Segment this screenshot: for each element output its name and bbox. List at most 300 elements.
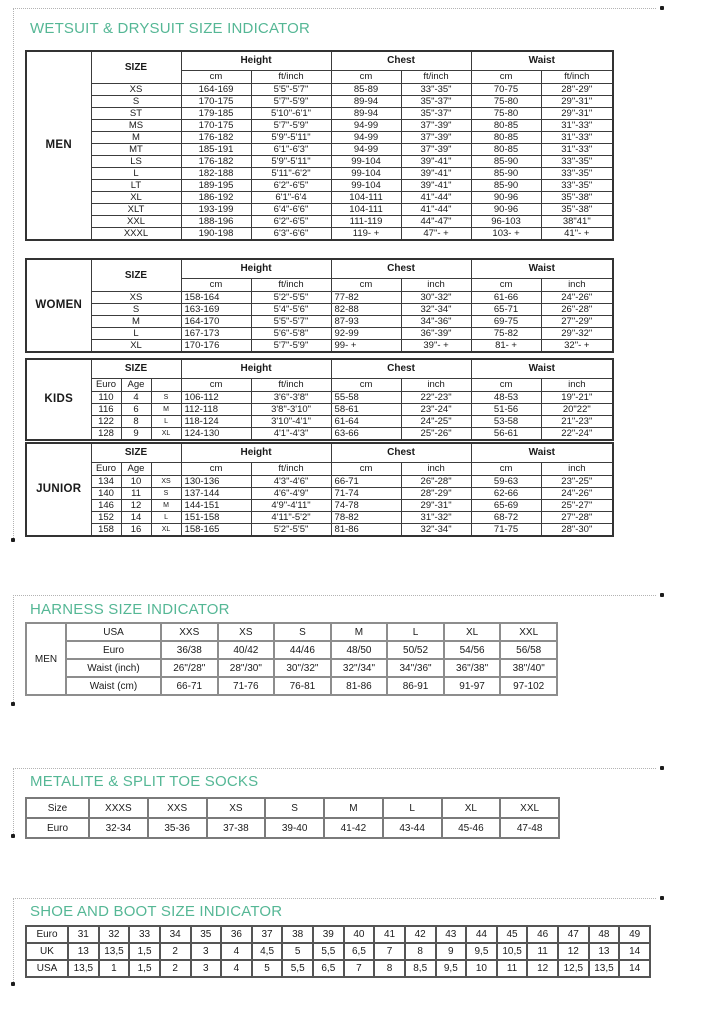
cell: 32"-34" xyxy=(401,523,471,536)
cell: 8,5 xyxy=(405,960,436,977)
cell: 36"-39" xyxy=(401,327,471,339)
cell: ST xyxy=(91,107,181,119)
header-cell: ft/inch xyxy=(251,462,331,475)
header-cell: inch xyxy=(541,278,613,291)
header-cell: cm xyxy=(181,462,251,475)
cell: S xyxy=(151,391,181,403)
table-row xyxy=(26,960,650,977)
cell: 33"-35" xyxy=(541,167,613,179)
header-cell: cm xyxy=(331,278,401,291)
cell: 32"-34" xyxy=(401,303,471,315)
cell: M xyxy=(151,499,181,511)
header-cell: ft/inch xyxy=(541,70,613,83)
cell: 47-48 xyxy=(500,818,559,838)
cell: 33"-35" xyxy=(401,83,471,95)
cell: 47"- + xyxy=(401,227,471,240)
cell: 26"-28" xyxy=(541,303,613,315)
cell: 23"-25" xyxy=(541,475,613,487)
cell: 104-111 xyxy=(331,203,401,215)
socks-section-title: METALITE & SPLIT TOE SOCKS xyxy=(30,773,259,790)
cell: 85-90 xyxy=(471,167,541,179)
header-cell: cm xyxy=(471,278,541,291)
corner-dot xyxy=(11,834,15,838)
cell: 2 xyxy=(160,943,191,960)
cell: 86-91 xyxy=(387,677,444,695)
table-row xyxy=(26,659,557,677)
cell: M xyxy=(324,798,383,818)
cell: 40/42 xyxy=(218,641,275,659)
table-row xyxy=(26,227,613,240)
cell: 3 xyxy=(191,943,222,960)
cell: 158 xyxy=(91,523,121,536)
cell: KIDS xyxy=(26,359,91,440)
cell: 13,5 xyxy=(99,943,130,960)
women-size-table xyxy=(25,258,614,353)
header-cell: Age xyxy=(121,378,151,391)
cell: 14 xyxy=(619,943,650,960)
cell: 5'6"-5'8" xyxy=(251,327,331,339)
cell: 2 xyxy=(160,960,191,977)
cell: XXXS xyxy=(89,798,148,818)
cell: 28"-29" xyxy=(541,83,613,95)
cell: 4'9"-4'11" xyxy=(251,499,331,511)
harness-size-table xyxy=(25,622,558,696)
cell: L xyxy=(91,167,181,179)
section-divider xyxy=(13,595,14,704)
cell: 13,5 xyxy=(589,960,620,977)
cell: 4,5 xyxy=(252,943,283,960)
cell: XL xyxy=(151,427,181,440)
cell: 11 xyxy=(497,960,528,977)
cell: 182-188 xyxy=(181,167,251,179)
cell: 110 xyxy=(91,391,121,403)
cell: 33 xyxy=(129,926,160,943)
cell: 96-103 xyxy=(471,215,541,227)
header-cell: inch xyxy=(401,278,471,291)
cell: MT xyxy=(91,143,181,155)
cell: 6,5 xyxy=(313,960,344,977)
header-cell: Euro xyxy=(91,462,121,475)
cell: 41 xyxy=(374,926,405,943)
cell: 44"-47" xyxy=(401,215,471,227)
header-cell: inch xyxy=(401,462,471,475)
cell: 116 xyxy=(91,403,121,415)
cell: 5'2"-5'5" xyxy=(251,523,331,536)
cell: 74-78 xyxy=(331,499,401,511)
cell: 103- + xyxy=(471,227,541,240)
cell: 90-96 xyxy=(471,203,541,215)
cell: 25"-26" xyxy=(401,427,471,440)
cell: 35"-37" xyxy=(401,95,471,107)
cell: 137-144 xyxy=(181,487,251,499)
cell: XL xyxy=(91,191,181,203)
cell: 29"-32" xyxy=(541,327,613,339)
cell: 39"-41" xyxy=(401,179,471,191)
corner-dot xyxy=(660,593,664,597)
table-row xyxy=(26,259,613,278)
cell: 36/38 xyxy=(161,641,218,659)
cell: 99- + xyxy=(331,339,401,352)
cell: 80-85 xyxy=(471,119,541,131)
table-row xyxy=(26,359,613,378)
cell: 78-82 xyxy=(331,511,401,523)
table-row xyxy=(26,339,613,352)
cell: S xyxy=(151,487,181,499)
cell: 65-69 xyxy=(471,499,541,511)
header-cell: cm xyxy=(181,278,251,291)
cell: 5'5"-5'7" xyxy=(251,83,331,95)
cell: 77-82 xyxy=(331,291,401,303)
cell: 140 xyxy=(91,487,121,499)
cell: 151-158 xyxy=(181,511,251,523)
header-cell: ft/inch xyxy=(251,70,331,83)
table-row xyxy=(26,51,613,70)
cell: 4 xyxy=(221,943,252,960)
cell: 5 xyxy=(282,943,313,960)
table-row xyxy=(26,475,613,487)
cell: 163-169 xyxy=(181,303,251,315)
cell: 144-151 xyxy=(181,499,251,511)
cell: 13 xyxy=(589,943,620,960)
cell: 112-118 xyxy=(181,403,251,415)
cell: 130-136 xyxy=(181,475,251,487)
cell: 104-111 xyxy=(331,191,401,203)
cell: 5'7"-5'9" xyxy=(251,119,331,131)
header-cell: Chest xyxy=(331,443,471,462)
cell: 5,5 xyxy=(282,960,313,977)
cell: 81-86 xyxy=(331,677,388,695)
cell: 170-175 xyxy=(181,95,251,107)
cell: 9 xyxy=(436,943,467,960)
cell: 28"-30" xyxy=(541,523,613,536)
cell: 22"-24" xyxy=(541,427,613,440)
table xyxy=(25,797,560,839)
cell: WOMEN xyxy=(26,259,91,352)
header-cell: SIZE xyxy=(91,51,181,83)
table-row xyxy=(26,131,613,143)
cell: 14 xyxy=(121,511,151,523)
cell: 94-99 xyxy=(331,131,401,143)
cell: 170-175 xyxy=(181,119,251,131)
cell: 21"-23" xyxy=(541,415,613,427)
cell: 53-58 xyxy=(471,415,541,427)
cell: 37"-39" xyxy=(401,143,471,155)
cell: 20"22" xyxy=(541,403,613,415)
table-row xyxy=(26,327,613,339)
cell: 33"-35" xyxy=(541,179,613,191)
cell: XL xyxy=(151,523,181,536)
table-row xyxy=(26,641,557,659)
cell: 26"-28" xyxy=(401,475,471,487)
cell: 10,5 xyxy=(497,943,528,960)
table xyxy=(25,50,614,241)
cell: 19"-21" xyxy=(541,391,613,403)
cell: 41-42 xyxy=(324,818,383,838)
cell: 37-38 xyxy=(207,818,266,838)
cell: 99-104 xyxy=(331,179,401,191)
men-size-table xyxy=(25,50,614,241)
cell: 59-63 xyxy=(471,475,541,487)
cell: 31"-32" xyxy=(401,511,471,523)
table-row xyxy=(26,203,613,215)
cell: 29"-31" xyxy=(541,107,613,119)
cell: 89-94 xyxy=(331,107,401,119)
cell: 164-169 xyxy=(181,83,251,95)
cell: 99-104 xyxy=(331,155,401,167)
cell: 7 xyxy=(374,943,405,960)
cell: 39"-41" xyxy=(401,167,471,179)
cell: 5'4"-5'6" xyxy=(251,303,331,315)
cell: 32-34 xyxy=(89,818,148,838)
cell: S xyxy=(265,798,324,818)
header-cell: Euro xyxy=(66,641,161,659)
cell: 31"-33" xyxy=(541,131,613,143)
cell: 55-58 xyxy=(331,391,401,403)
cell: 193-199 xyxy=(181,203,251,215)
table-row xyxy=(26,155,613,167)
cell: 16 xyxy=(121,523,151,536)
cell: 48-53 xyxy=(471,391,541,403)
corner-dot xyxy=(660,6,664,10)
cell: 134 xyxy=(91,475,121,487)
table xyxy=(25,925,651,978)
table-row xyxy=(26,798,559,818)
table-row xyxy=(26,818,559,838)
cell: 42 xyxy=(405,926,436,943)
table-row xyxy=(26,391,613,403)
cell: L xyxy=(383,798,442,818)
cell: 48/50 xyxy=(331,641,388,659)
cell: XXS xyxy=(161,623,218,641)
header-cell: USA xyxy=(66,623,161,641)
cell: 99-104 xyxy=(331,167,401,179)
header-cell: Height xyxy=(181,359,331,378)
cell: 1,5 xyxy=(129,943,160,960)
cell: 6'3"-6'6" xyxy=(251,227,331,240)
cell: 3'6"-3'8" xyxy=(251,391,331,403)
socks-size-table xyxy=(25,797,560,839)
header-cell: cm xyxy=(181,378,251,391)
cell: 14 xyxy=(619,960,650,977)
cell: 35"-38" xyxy=(541,191,613,203)
cell: 41"-44" xyxy=(401,203,471,215)
cell: 34"-36" xyxy=(401,315,471,327)
cell: 35 xyxy=(191,926,222,943)
header-cell: inch xyxy=(401,378,471,391)
cell: 81- + xyxy=(471,339,541,352)
cell: XS xyxy=(151,475,181,487)
cell: 91-97 xyxy=(444,677,501,695)
cell: 43-44 xyxy=(383,818,442,838)
cell: 3'8"-3'10" xyxy=(251,403,331,415)
harness-section-title: HARNESS SIZE INDICATOR xyxy=(30,601,230,618)
cell: 9,5 xyxy=(466,943,497,960)
cell: 49 xyxy=(619,926,650,943)
table-row xyxy=(26,415,613,427)
table-row xyxy=(26,215,613,227)
cell: 11 xyxy=(121,487,151,499)
cell: 111-119 xyxy=(331,215,401,227)
cell: 80-85 xyxy=(471,143,541,155)
cell: 71-75 xyxy=(471,523,541,536)
cell: 76-81 xyxy=(274,677,331,695)
cell: 80-85 xyxy=(471,131,541,143)
header-cell: Waist xyxy=(471,259,613,278)
header-cell: SIZE xyxy=(91,259,181,291)
cell: 69-75 xyxy=(471,315,541,327)
cell: XXXL xyxy=(91,227,181,240)
cell: M xyxy=(91,131,181,143)
header-cell: cm xyxy=(181,70,251,83)
cell: M xyxy=(91,315,181,327)
cell: XXL xyxy=(500,798,559,818)
table-row xyxy=(26,143,613,155)
cell: 39 xyxy=(313,926,344,943)
cell: 75-80 xyxy=(471,107,541,119)
cell: 29"-31" xyxy=(541,95,613,107)
cell: 51-56 xyxy=(471,403,541,415)
cell: 3'10"-4'1" xyxy=(251,415,331,427)
cell: 45 xyxy=(497,926,528,943)
table-row xyxy=(26,677,557,695)
cell: 106-112 xyxy=(181,391,251,403)
header-cell: Size xyxy=(26,798,89,818)
cell: 4'11"-5'2" xyxy=(251,511,331,523)
header-cell: inch xyxy=(541,378,613,391)
table xyxy=(25,442,614,537)
cell: XS xyxy=(207,798,266,818)
cell: M xyxy=(151,403,181,415)
header-cell: SIZE xyxy=(91,359,181,378)
header-cell: Chest xyxy=(331,51,471,70)
cell: 37"-39" xyxy=(401,119,471,131)
cell: 6'1"-6'3" xyxy=(251,143,331,155)
cell: S xyxy=(91,95,181,107)
cell: 1,5 xyxy=(129,960,160,977)
cell: 176-182 xyxy=(181,131,251,143)
cell: 75-82 xyxy=(471,327,541,339)
table-row xyxy=(26,443,613,462)
section-divider xyxy=(13,8,656,9)
cell: M xyxy=(331,623,388,641)
cell: 31"-33" xyxy=(541,143,613,155)
shoe-section-title: SHOE AND BOOT SIZE INDICATOR xyxy=(30,903,283,920)
cell: 63-66 xyxy=(331,427,401,440)
wetsuit-section-title: WETSUIT & DRYSUIT SIZE INDICATOR xyxy=(30,20,311,37)
cell: 31 xyxy=(68,926,99,943)
cell: 12 xyxy=(527,960,558,977)
table-row xyxy=(26,167,613,179)
table-row xyxy=(26,487,613,499)
cell: 36"/38" xyxy=(444,659,501,677)
header-cell: inch xyxy=(541,462,613,475)
cell: 47 xyxy=(558,926,589,943)
table-row xyxy=(26,403,613,415)
cell: 3 xyxy=(191,960,222,977)
cell: S xyxy=(91,303,181,315)
cell: 27"-28" xyxy=(541,511,613,523)
section-divider xyxy=(13,8,14,540)
cell: 176-182 xyxy=(181,155,251,167)
table-row xyxy=(26,378,613,391)
cell: XXL xyxy=(500,623,557,641)
cell: 6'4"-6'6" xyxy=(251,203,331,215)
header-cell: Euro xyxy=(26,818,89,838)
cell: 97-102 xyxy=(500,677,557,695)
cell: 30"/32" xyxy=(274,659,331,677)
cell: JUNIOR xyxy=(26,443,91,536)
cell: 164-170 xyxy=(181,315,251,327)
table-row xyxy=(26,623,557,641)
cell: 37"-39" xyxy=(401,131,471,143)
cell: 28"-29" xyxy=(401,487,471,499)
cell: 32"/34" xyxy=(331,659,388,677)
cell: 37 xyxy=(252,926,283,943)
cell: 122 xyxy=(91,415,121,427)
shoe-size-table xyxy=(25,925,651,978)
cell: 5'2"-5'5" xyxy=(251,291,331,303)
table-row xyxy=(26,191,613,203)
cell: 48 xyxy=(589,926,620,943)
cell: 4'6"-4'9" xyxy=(251,487,331,499)
cell: 189-195 xyxy=(181,179,251,191)
cell: 71-76 xyxy=(218,677,275,695)
cell: 41"- + xyxy=(541,227,613,240)
cell: 25"-27" xyxy=(541,499,613,511)
cell: 85-90 xyxy=(471,155,541,167)
corner-dot xyxy=(11,538,15,542)
cell: 5'11"-6'2" xyxy=(251,167,331,179)
header-cell: Waist xyxy=(471,359,613,378)
header-cell: Chest xyxy=(331,359,471,378)
header-cell: ft/inch xyxy=(401,70,471,83)
header-cell: cm xyxy=(331,378,401,391)
cell: 35"-38" xyxy=(541,203,613,215)
header-cell xyxy=(151,462,181,475)
table-row xyxy=(26,511,613,523)
cell: 5'7"-5'9" xyxy=(251,339,331,352)
cell: 26"/28" xyxy=(161,659,218,677)
cell: 146 xyxy=(91,499,121,511)
cell: 11 xyxy=(527,943,558,960)
header-cell: Waist (cm) xyxy=(66,677,161,695)
cell: 39-40 xyxy=(265,818,324,838)
cell: XLT xyxy=(91,203,181,215)
table-row xyxy=(26,291,613,303)
cell: 5'7"-5'9" xyxy=(251,95,331,107)
section-divider xyxy=(13,898,656,899)
cell: 24"-26" xyxy=(541,291,613,303)
cell: XL xyxy=(442,798,501,818)
cell: 9 xyxy=(121,427,151,440)
cell: 158-164 xyxy=(181,291,251,303)
cell: 1 xyxy=(99,960,130,977)
cell: 70-75 xyxy=(471,83,541,95)
cell: 81-86 xyxy=(331,523,401,536)
cell: 38"41" xyxy=(541,215,613,227)
cell: 50/52 xyxy=(387,641,444,659)
cell: 10 xyxy=(121,475,151,487)
corner-dot xyxy=(11,982,15,986)
cell: MEN xyxy=(26,51,91,240)
cell: 27"-29" xyxy=(541,315,613,327)
junior-size-table xyxy=(25,442,614,537)
cell: S xyxy=(274,623,331,641)
table-row xyxy=(26,427,613,440)
cell: 23"-24" xyxy=(401,403,471,415)
cell: 5'10"-6'1" xyxy=(251,107,331,119)
cell: 66-71 xyxy=(331,475,401,487)
